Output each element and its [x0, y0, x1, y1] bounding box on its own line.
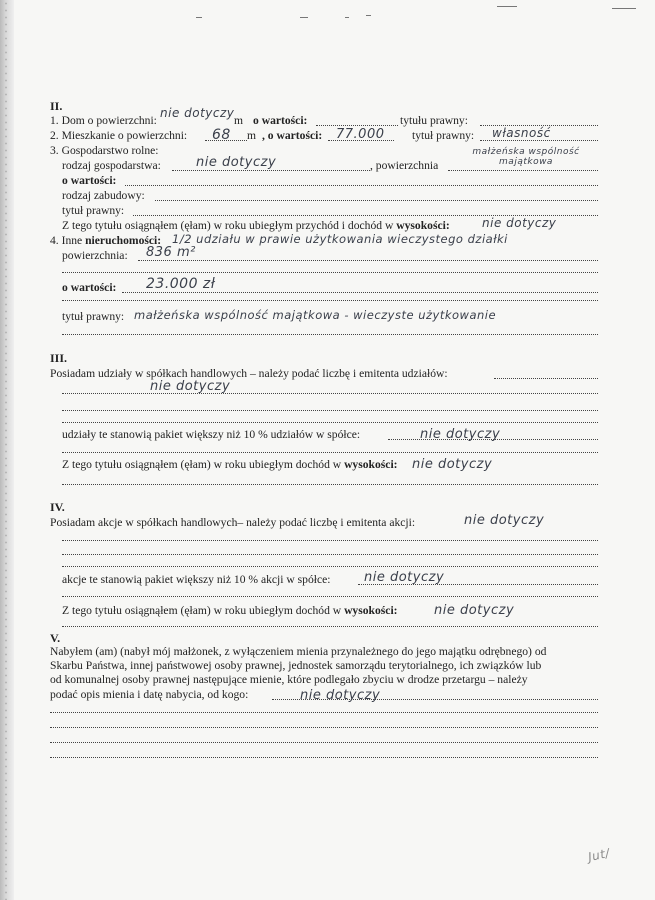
farm-type-label: rodzaj gospodarstwa:: [62, 159, 161, 172]
farm-title-label: tytuł prawny:: [62, 204, 125, 217]
handwritten-apartment-title: własność: [492, 126, 551, 140]
handwritten-apartment-value: 77.000: [336, 127, 385, 142]
shares-label: Posiadam udziały w spółkach handlowych – należy podać liczbę i emitenta udziałów:: [50, 367, 448, 380]
handwritten-other-title: małżeńska wspólność majątkowa - wieczyste użytkowanie: [134, 308, 497, 322]
handwritten-stocks-income: nie dotyczy: [434, 603, 515, 618]
farm-value-label: o wartości:: [62, 174, 117, 187]
shares-package-label: udziały te stanowią pakiet większy niż 10 % udziałów w spółce:: [62, 428, 361, 441]
handwritten-farm-income: nie dotyczy: [482, 216, 557, 230]
acquired-property-para-line2: Skarbu Państwa, innej państwowej osoby prawnej, jednostek samorządu terytorialnego, ich związków lub: [50, 659, 542, 672]
farm-label: 3. Gospodarstwo rolne:: [50, 144, 159, 157]
handwritten-initials: Jut/: [586, 845, 612, 865]
other-property-line: 4. Inne nieruchomości:: [50, 234, 162, 247]
acquired-property-para-line3: od komunalnej osoby prawnej następujące mienie, które podlegało zbyciu w drodze przetargu – należy: [50, 673, 528, 686]
acquired-property-para-line1: Nabyłem (am) (nabył mój małżonek, z wyłączeniem mienia przynależnego do jego majątku odrębnego) od: [50, 645, 547, 658]
farm-building-label: rodzaj zabudowy:: [62, 189, 145, 202]
handwritten-other-value: 23.000 zł: [146, 276, 216, 292]
handwritten-shares-package: nie dotyczy: [420, 427, 501, 442]
handwritten-acquired-property: nie dotyczy: [300, 688, 381, 703]
section-heading-II: II.: [50, 99, 63, 113]
farm-income-line: Z tego tytułu osiągnąłem (ęłam) w roku ubiegłym przychód i dochód w wysokości:: [62, 219, 450, 232]
house-value-label: o wartości:: [253, 114, 308, 127]
unit-m: m: [234, 114, 244, 127]
other-area-label: powierzchnia:: [62, 249, 128, 262]
house-line: 1. Dom o powierzchni:: [50, 114, 157, 127]
apartment-title-label: tytuł prawny:: [412, 129, 475, 142]
handwritten-other-property: 1/2 udziału w prawie użytkowania wieczystego działki: [172, 232, 508, 246]
farm-area-label: , powierzchnia: [370, 159, 439, 172]
stocks-package-label: akcje te stanowią pakiet większy niż 10 % akcji w spółce:: [62, 573, 331, 586]
stocks-income-line: Z tego tytułu osiągnąłem (ęłam) w roku ubiegłym dochód w wysokości:: [62, 604, 398, 617]
handwritten-shares-income: nie dotyczy: [412, 457, 493, 472]
other-value-label: o wartości:: [62, 281, 117, 294]
handwritten-farm-type: nie dotyczy: [196, 155, 277, 170]
house-title-label: tytułu prawny:: [400, 114, 468, 127]
page-edge-shadow: [0, 0, 14, 900]
handwritten-stocks-package: nie dotyczy: [364, 570, 445, 585]
handwritten-ownership-note: małżeńska wspólność majątkowa: [472, 147, 580, 167]
section-heading-III: III.: [50, 351, 68, 365]
handwritten-shares: nie dotyczy: [150, 379, 231, 394]
section-heading-IV: IV.: [50, 500, 65, 514]
handwritten-stocks: nie dotyczy: [464, 513, 545, 528]
apartment-area-label: 2. Mieszkanie o powierzchni:: [50, 129, 188, 142]
acquired-property-para-line4: podać opis mienia i datę nabycia, od kogo:: [50, 688, 249, 701]
handwritten-other-area: 836 m²: [146, 245, 196, 260]
shares-income-line: Z tego tytułu osiągnąłem (ęłam) w roku ubiegłym dochód w wysokości:: [62, 458, 398, 471]
apartment-value-label: , o wartości:: [262, 129, 323, 142]
stocks-label: Posiadam akcje w spółkach handlowych– należy podać liczbę i emitenta akcji:: [50, 516, 416, 529]
unit-m2: m: [247, 129, 257, 142]
section-heading-V: V.: [50, 631, 61, 645]
other-title-label: tytuł prawny:: [62, 310, 125, 323]
handwritten-apartment-area: 68: [212, 127, 231, 143]
handwritten-house-area: nie dotyczy: [160, 106, 235, 120]
